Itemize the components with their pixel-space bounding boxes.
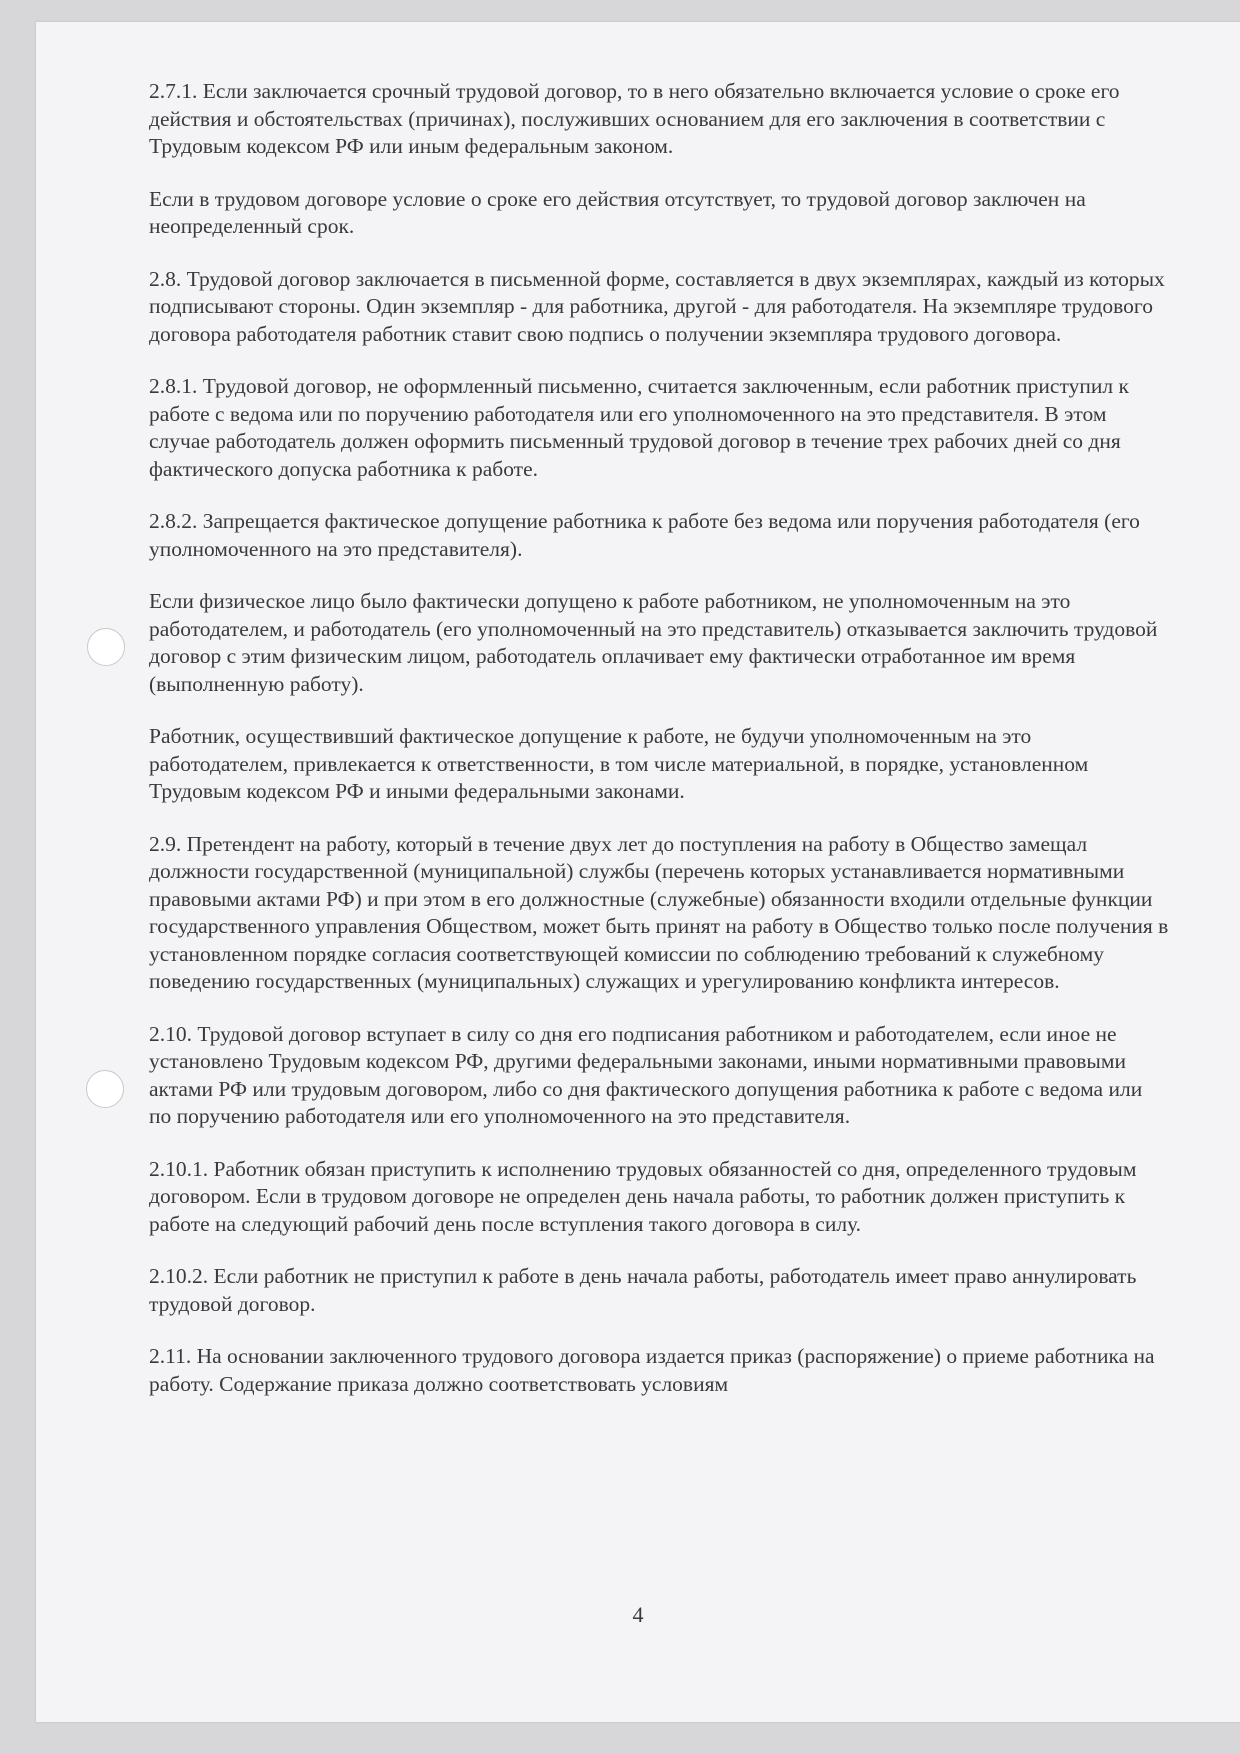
paragraph-2-8-2-continued: Если физическое лицо было фактически допущено к работе работником, не уполномоченным на это работодателем, и работодатель (его уполномоченный на это представитель) отказывается заключить трудовой договор с этим физическим лицом, работодатель оплачивает ему фактически отработанное им время (выполненную работу). (149, 589, 1158, 696)
document-page (36, 22, 1240, 1722)
page-number: 4 (632, 1602, 644, 1627)
paragraph-2-8-1: 2.8.1. Трудовой договор, не оформленный письменно, считается заключенным, если работник приступил к работе с ведома или по поручению работодателя или его уполномоченного на это представителя. В этом случае работодатель должен оформить письменный трудовой договор в течение трех рабочих дней со дня фактического допуска работника к работе. (149, 374, 1129, 481)
paragraph-2-8-2-liability: Работник, осуществивший фактическое допущение к работе, не будучи уполномоченным на это работодателем, привлекается к ответственности, в том числе материальной, в порядке, установленном Трудовым кодексом РФ и иными федеральными законами. (149, 724, 1089, 803)
punch-hole-icon (86, 1070, 124, 1108)
paragraph-2-8: 2.8. Трудовой договор заключается в письменной форме, составляется в двух экземплярах, каждый из которых подписывают стороны. Один экземпляр - для работника, другой - для работодателя. На экземпляре трудового договора работодателя работник ставит свою подпись о получении экземпляра трудового договора. (149, 266, 1165, 346)
paragraph-2-10: 2.10. Трудовой договор вступает в силу со дня его подписания работником и работодателем, если иное не установлено Трудовым кодексом РФ, другими федеральными законами, иными нормативными правовыми актами РФ или трудовым договором, либо со дня фактического допущения работника к работе с ведома или по поручению работодателя или его уполномоченного на это представителя. (149, 1021, 1143, 1128)
paragraph-2-11: 2.11. На основании заключенного трудового договора издается приказ (распоряжение) о приеме работника на работу. Содержание приказа должно соответствовать условиям (149, 1344, 1155, 1396)
paragraph-2-9: 2.9. Претендент на работу, который в течение двух лет до поступления на работу в Общество замещал должности государственной (муниципальной) службы (перечень которых устанавливается нормативными правовыми актами РФ) и при этом в его должностные (служебные) обязанности входили отдельные функции государственного управления Обществом, может быть принят на работу в Общество только после получения в установленном порядке согласия соответствующей комиссии по соблюдению требований к служебному поведению государственных (муниципальных) служащих и урегулированию конфликта интересов. (149, 831, 1169, 993)
punch-hole-icon (87, 628, 125, 666)
paragraph-2-7-1-continued: Если в трудовом договоре условие о сроке его действия отсутствует, то трудовой договор заключен на неопределенный срок. (149, 186, 1086, 238)
paragraph-2-10-1: 2.10.1. Работник обязан приступить к исполнению трудовых обязанностей со дня, определенного трудовым договором. Если в трудовом договоре не определен день начала работы, то работник должен приступить к работе на следующий рабочий день после вступления такого договора в силу. (149, 1156, 1137, 1236)
paragraph-2-7-1: 2.7.1. Если заключается срочный трудовой договор, то в него обязательно включается условие о сроке его действия и обстоятельствах (причинах), послуживших основанием для его заключения в соответствии с Трудовым кодексом РФ или иным федеральным законом. (149, 79, 1120, 158)
paragraph-2-10-2: 2.10.2. Если работник не приступил к работе в день начала работы, работодатель имеет право аннулировать трудовой договор. (149, 1264, 1137, 1316)
document-body (149, 78, 1169, 1423)
paragraph-2-8-2: 2.8.2. Запрещается фактическое допущение работника к работе без ведома или поручения работодателя (его уполномоченного на это представителя). (149, 509, 1140, 561)
